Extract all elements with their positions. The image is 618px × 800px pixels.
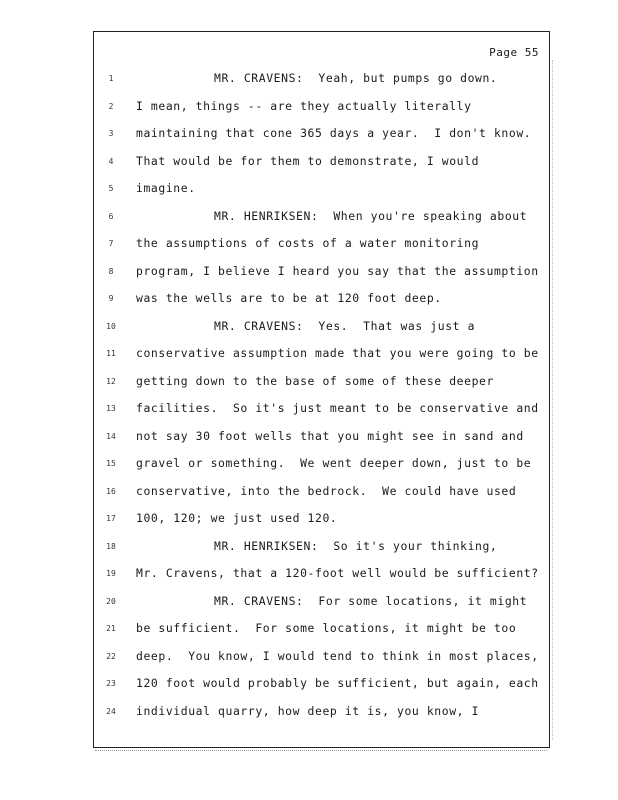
page-number: Page 55 — [489, 46, 539, 59]
line-number: 13 — [106, 404, 116, 413]
line-text: getting down to the base of some of these deeper — [136, 373, 494, 388]
transcript-line — [94, 154, 549, 168]
line-text: Mr. Cravens, that a 120-foot well would be sufficient? — [136, 566, 539, 580]
transcript-frame — [93, 31, 550, 748]
transcript-line — [94, 181, 549, 195]
line-number: 9 — [108, 294, 114, 303]
line-text: conservative, into the bedrock. We could have used — [136, 483, 517, 498]
line-text: was the wells are to be at 120 foot deep. — [136, 291, 442, 305]
line-text: gravel or something. We went deeper down, just to be — [136, 456, 532, 470]
line-number: 5 — [108, 184, 114, 193]
line-number: 24 — [106, 706, 116, 716]
line-text: program, I believe I heard you say that the assumption — [136, 263, 539, 278]
transcript-line — [94, 704, 549, 718]
line-number: 12 — [106, 376, 116, 386]
scan-bottom-mark — [95, 750, 547, 753]
transcript-line — [94, 209, 549, 223]
line-number: 8 — [108, 266, 114, 276]
line-number: 7 — [108, 239, 114, 248]
transcript-line — [94, 594, 549, 608]
transcript-line — [94, 511, 549, 525]
line-text: MR. HENRIKSEN: So it's your thinking, — [214, 538, 498, 553]
transcript-line — [94, 319, 549, 333]
transcript-line — [94, 566, 549, 580]
line-text: be sufficient. For some locations, it might be too — [136, 621, 517, 635]
line-number: 15 — [106, 459, 116, 468]
line-text: deep. You know, I would tend to think in most places, — [136, 648, 539, 663]
line-text: imagine. — [136, 181, 196, 195]
line-number: 2 — [108, 101, 114, 111]
transcript-line — [94, 291, 549, 305]
line-text: maintaining that cone 365 days a year. I don't know. — [136, 126, 532, 140]
line-text: conservative assumption made that you were going to be — [136, 346, 539, 360]
line-number: 19 — [106, 569, 116, 578]
transcript-line — [94, 71, 549, 85]
line-text: not say 30 foot wells that you might see in sand and — [136, 428, 524, 443]
transcript-line — [94, 484, 549, 498]
line-text: facilities. So it's just meant to be conservative and — [136, 401, 539, 415]
line-number: 23 — [106, 679, 116, 688]
line-number: 20 — [106, 596, 116, 606]
transcript-line — [94, 676, 549, 690]
line-text: MR. CRAVENS: Yes. That was just a — [214, 318, 476, 333]
line-text: 100, 120; we just used 120. — [136, 511, 338, 525]
line-number: 21 — [106, 624, 116, 633]
line-text: MR. HENRIKSEN: When you're speaking about — [214, 208, 528, 223]
transcript-line — [94, 429, 549, 443]
transcript-line — [94, 346, 549, 360]
line-text: MR. CRAVENS: Yeah, but pumps go down. — [214, 71, 498, 85]
line-number: 6 — [108, 211, 114, 221]
line-number: 3 — [108, 129, 114, 138]
line-number: 11 — [106, 349, 116, 358]
line-number: 4 — [108, 156, 114, 166]
scan-edge-mark — [552, 60, 554, 740]
line-text: I mean, things -- are they actually literally — [136, 98, 472, 113]
transcript-line — [94, 126, 549, 140]
transcript-line — [94, 401, 549, 415]
line-text: MR. CRAVENS: For some locations, it might — [214, 593, 528, 608]
transcript-line — [94, 456, 549, 470]
line-text: individual quarry, how deep it is, you know, I — [136, 703, 480, 718]
transcript-line — [94, 374, 549, 388]
line-number: 1 — [108, 74, 114, 83]
transcript-line — [94, 539, 549, 553]
line-number: 10 — [106, 321, 116, 331]
line-number: 18 — [106, 541, 116, 551]
line-number: 16 — [106, 486, 116, 496]
line-number: 14 — [106, 431, 116, 441]
line-text: 120 foot would probably be sufficient, but again, each — [136, 676, 539, 690]
transcript-line — [94, 99, 549, 113]
transcript-line — [94, 264, 549, 278]
line-text: the assumptions of costs of a water monitoring — [136, 236, 480, 250]
transcript-line — [94, 236, 549, 250]
line-number: 17 — [106, 514, 116, 523]
line-text: That would be for them to demonstrate, I would — [136, 153, 480, 168]
transcript-line — [94, 621, 549, 635]
line-number: 22 — [106, 651, 116, 661]
transcript-line — [94, 649, 549, 663]
